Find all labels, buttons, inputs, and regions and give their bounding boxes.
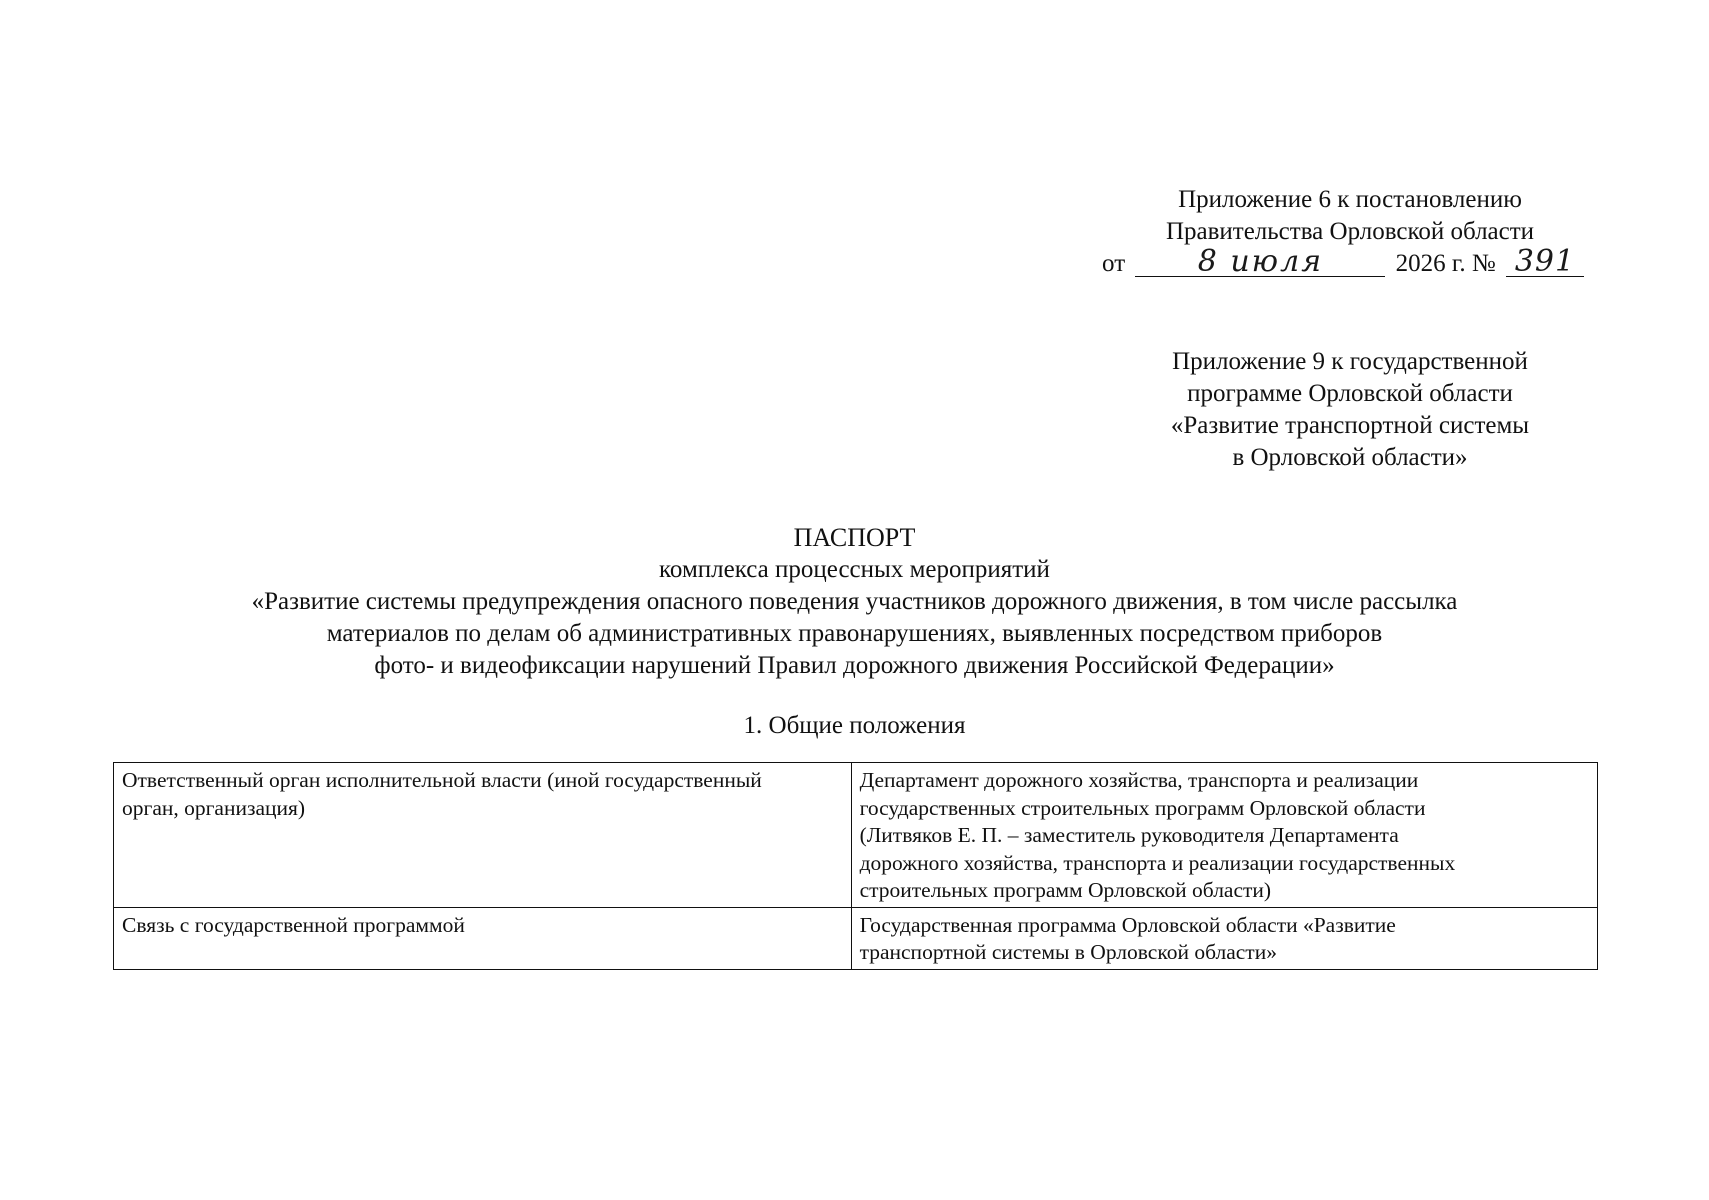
appendix-program-line-2: программе Орловской области bbox=[1187, 380, 1513, 407]
general-provisions-table bbox=[113, 762, 1598, 970]
table-cell-value bbox=[851, 763, 1597, 908]
appendix-decree-date-line bbox=[1096, 244, 1590, 280]
cell-line: (Литвяков Е. П. – заместитель руководителя Департамента bbox=[859, 823, 1399, 847]
appendix-decree-line-2: Правительства Орловской области bbox=[1165, 218, 1535, 245]
appendix-program-block bbox=[1110, 346, 1590, 474]
complex-name-line-3: фото- и видеофиксации нарушений Правил дорожного движения Российской Федерации» bbox=[374, 652, 1335, 679]
table-cell-value bbox=[851, 907, 1597, 969]
cell-line: Государственная программа Орловской области «Развитие bbox=[859, 912, 1396, 937]
appendix-program-line-3: «Развитие транспортной системы bbox=[1170, 412, 1530, 439]
appendix-program-line-4: в Орловской области» bbox=[1232, 444, 1468, 471]
year-number-label: 2026 г. № bbox=[1395, 250, 1496, 277]
cell-line: Связь с государственной программой bbox=[122, 912, 465, 937]
passport-title-block bbox=[100, 522, 1609, 682]
cell-line: Ответственный орган исполнительной власти (иной государственный bbox=[122, 768, 762, 792]
table-cell-label bbox=[114, 763, 852, 908]
cell-line: транспортной системы в Орловской области» bbox=[859, 940, 1277, 964]
complex-name-line-2: материалов по делам об административных правонарушениях, выявленных посредством приборов bbox=[326, 620, 1383, 647]
appendix-decree-line-1: Приложение 6 к постановлению bbox=[1178, 186, 1522, 213]
cell-line: орган, организация) bbox=[122, 795, 306, 820]
appendix-decree-block bbox=[1102, 184, 1590, 280]
appendix-program-line-1: Приложение 9 к государственной bbox=[1172, 348, 1528, 375]
document-title: ПАСПОРТ bbox=[793, 523, 916, 552]
complex-name-line-1: «Развитие системы предупреждения опасного поведения участников дорожного движения, в том числе рассылка bbox=[251, 588, 1458, 615]
handwritten-number: 391 bbox=[1506, 248, 1584, 277]
cell-line: дорожного хозяйства, транспорта и реализации государственных bbox=[859, 850, 1456, 875]
table-row bbox=[114, 763, 1598, 908]
document-subtitle: комплекса процессных мероприятий bbox=[659, 556, 1050, 583]
section-heading: 1. Общие положения bbox=[743, 712, 966, 739]
table-row bbox=[114, 907, 1598, 969]
cell-line: строительных программ Орловской области) bbox=[859, 878, 1272, 902]
date-prefix: от bbox=[1102, 250, 1126, 277]
cell-line: государственных строительных программ Орловской области bbox=[859, 795, 1426, 820]
table-cell-label bbox=[114, 907, 852, 969]
cell-line: Департамент дорожного хозяйства, транспорта и реализации bbox=[859, 768, 1419, 792]
handwritten-date: 8 июля bbox=[1135, 248, 1385, 277]
